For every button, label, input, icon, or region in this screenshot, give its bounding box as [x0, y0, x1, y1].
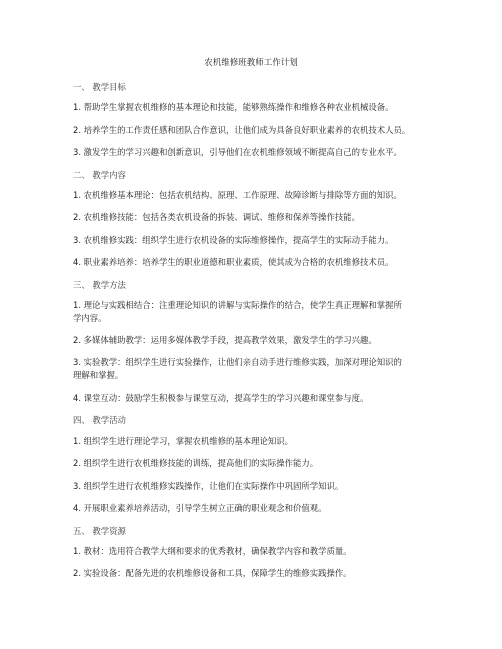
- list-item: 1. 帮助学生掌握农机维修的基本理论和技能，能够熟练操作和维修各种农业机械设备。: [73, 102, 394, 112]
- list-item: 3. 组织学生进行农机维修实践操作，让他们在实际操作中巩固所学知识。: [73, 481, 344, 491]
- list-item: 1. 教材：选用符合教学大纲和要求的优秀教材，确保教学内容和教学质量。: [73, 546, 352, 556]
- list-item-continuation: 理解和掌握。: [73, 370, 124, 380]
- list-item: 1. 农机维修基本理论：包括农机结构、原理、工作原理、故障诊断与排除等方面的知识。: [73, 190, 402, 200]
- list-item: 3. 实验教学：组织学生进行实验操作，让他们亲自动手进行维修实践，加深对理论知识的: [73, 357, 402, 367]
- section-heading-objectives: 一、 教学目标: [73, 82, 126, 92]
- list-item: 2. 多媒体辅助教学：运用多媒体教学手段，提高教学效果，激发学生的学习兴趣。: [73, 335, 377, 345]
- list-item-continuation: 学内容。: [73, 313, 107, 323]
- list-item: 4. 开展职业素养培养活动，引导学生树立正确的职业观念和价值观。: [73, 503, 327, 513]
- list-item: 2. 组织学生进行农机维修技能的训练，提高他们的实际操作能力。: [73, 458, 319, 468]
- section-heading-methods: 三、 教学方法: [73, 280, 126, 290]
- list-item: 2. 农机维修技能：包括各类农机设备的拆装、调试、维修和保养等操作技能。: [73, 212, 361, 222]
- list-item: 4. 课堂互动：鼓励学生积极参与课堂互动，提高学生的学习兴趣和课堂参与度。: [73, 393, 369, 403]
- list-item: 1. 理论与实践相结合：注重理论知识的讲解与实际操作的结合，使学生真正理解和掌握所: [73, 300, 402, 310]
- document-title: 农机维修班教师工作计划: [204, 58, 298, 68]
- list-item: 3. 农机维修实践：组织学生进行农机设备的实际维修操作，提高学生的实际动手能力。: [73, 235, 394, 245]
- list-item: 2. 实验设备：配备先进的农机维修设备和工具，保障学生的维修实践操作。: [73, 568, 352, 578]
- section-heading-activities: 四、 教学活动: [73, 415, 126, 425]
- list-item: 2. 培养学生的工作责任感和团队合作意识，让他们成为具备良好职业素养的农机技术人员。: [73, 125, 411, 135]
- section-heading-content: 二、 教学内容: [73, 170, 126, 180]
- list-item: 1. 组织学生进行理论学习，掌握农机维修的基本理论知识。: [73, 436, 294, 446]
- list-item: 4. 职业素养培养：培养学生的职业道德和职业素质，使其成为合格的农机维修技术员。: [73, 257, 394, 267]
- section-heading-resources: 五、 教学资源: [73, 526, 126, 536]
- list-item: 3. 激发学生的学习兴趣和创新意识，引导他们在农机维修领域不断提高自己的专业水平。: [73, 147, 402, 157]
